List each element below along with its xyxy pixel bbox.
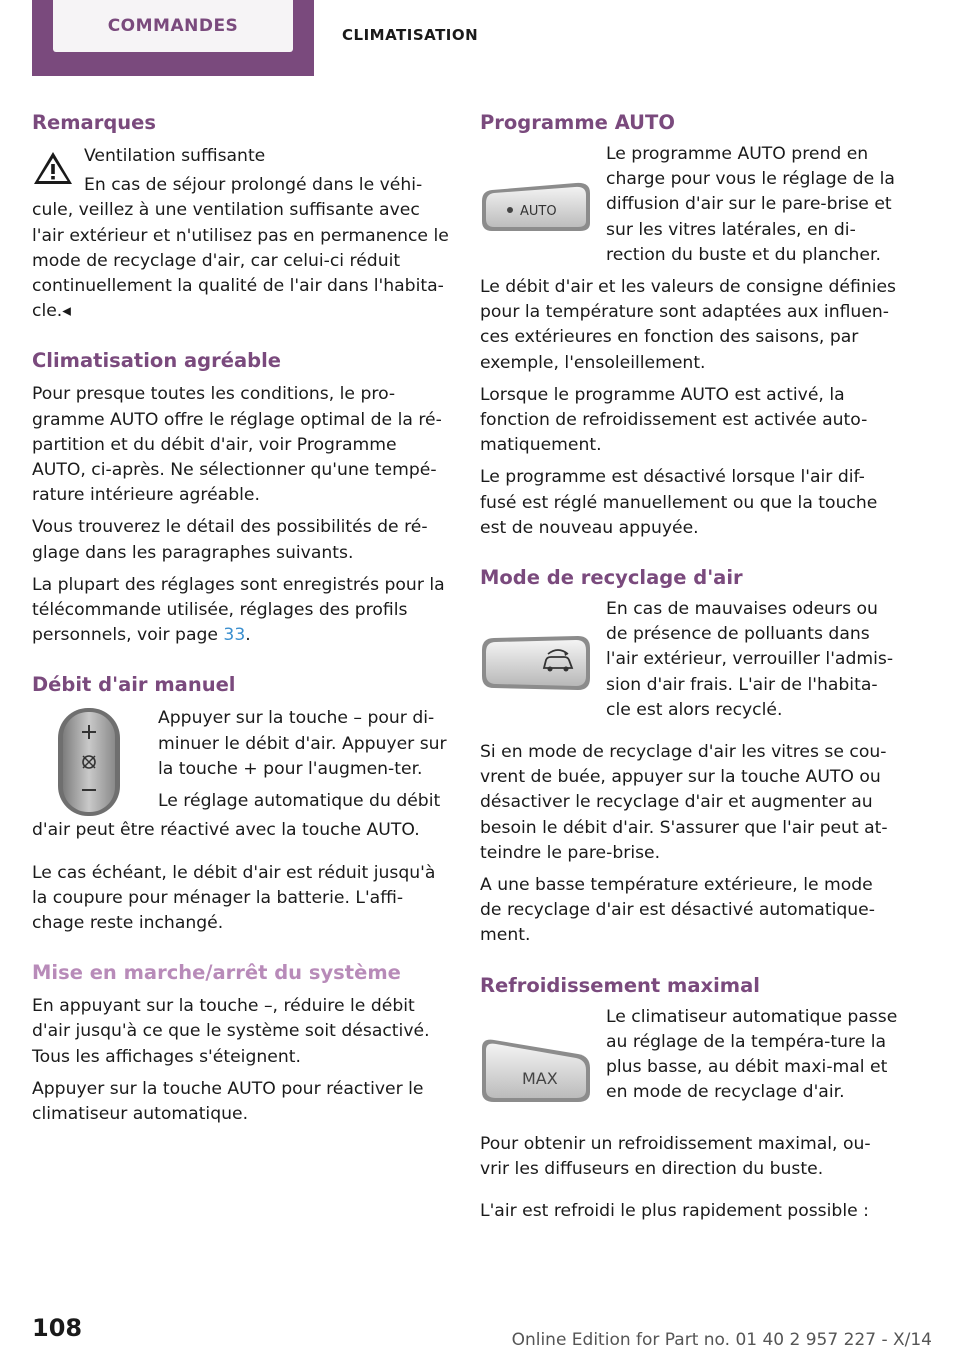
- agreable-paragraph-3: [32, 573, 450, 649]
- agreable-paragraph-1: Pour presque toutes les conditions, le pro-gramme AUTO offre le réglage optimal de la ré-partition et du débit d'air, voir Programme AUTO, ci-après. Ne sélectionner qu'une tempé-rature intérieure agréable.: [32, 384, 442, 506]
- heading-programme-auto: Programme AUTO: [480, 111, 675, 134]
- max-button-figure: [480, 1007, 606, 1132]
- auto-figure-text: [606, 144, 898, 275]
- right-column: [480, 110, 898, 1231]
- debit-figure-text: [158, 706, 450, 818]
- auto-paragraph-2: Le débit d'air et les valeurs de consigne définies pour la température sont adaptées aux influen-ces extérieures en fonction des saisons, par exemple, l'ensoleillement.: [480, 277, 897, 373]
- max-figure-text: [606, 1007, 898, 1132]
- warning-icon: [32, 150, 74, 186]
- debit-figure-row: [32, 706, 450, 818]
- recyclage-figure-row: [480, 599, 898, 730]
- debit-paragraph-1: Appuyer sur la touche – pour di-minuer le débit d'air. Appuyer sur la touche + pour l'augmen-ter.: [158, 708, 447, 779]
- page-number: 108: [32, 1314, 83, 1342]
- tab-commandes[interactable]: [53, 0, 293, 52]
- left-column: [32, 110, 450, 1134]
- heading-marche-arret: Mise en marche/arrêt du système: [32, 961, 401, 985]
- auto-button-label: AUTO: [520, 203, 557, 219]
- section-climatisation-agreable: [32, 348, 450, 648]
- heading-remarques: Remarques: [32, 111, 157, 134]
- max-figure-row: [480, 1007, 898, 1132]
- auto-button-image: [480, 179, 592, 235]
- heading-debit-air: Débit d'air manuel: [32, 673, 236, 697]
- fan-control-button-image: [54, 706, 124, 818]
- edition-footer: Online Edition for Part no. 01 40 2 957 227 - X/14: [511, 1330, 932, 1350]
- auto-paragraph-3: Lorsque le programme AUTO est activé, la fonction de refroidissement est activée auto-matiquement.: [480, 384, 868, 456]
- warning-title: Ventilation suffisante: [84, 146, 266, 166]
- warning-block: [32, 144, 450, 198]
- fan-control-figure: [32, 706, 158, 818]
- max-paragraph-3: L'air est refroidi le plus rapidement possible :: [480, 1201, 869, 1222]
- heading-climatisation-agreable: Climatisation agréable: [32, 349, 281, 373]
- auto-figure-row: [480, 144, 898, 275]
- debit-paragraph-3: Le cas échéant, le débit d'air est réduit jusqu'à la coupure pour ménager la batterie. L'affi-chage reste inchangé.: [32, 862, 436, 934]
- debit-paragraph-2a: Le réglage automatique du débit: [158, 791, 441, 812]
- agreable-p3-text: La plupart des réglages sont enregistrés pour la télécommande utilisée, réglages des profils personnels, voir page: [32, 574, 445, 646]
- recyclage-paragraph-2: Si en mode de recyclage d'air les vitres se cou-vrent de buée, appuyer sur la touche AUTO ou désactiver le recyclage d'air et augmenter au besoin le débit d'air. S'assurer que l'air peut at-teindre le pare-brise.: [480, 742, 888, 863]
- max-paragraph-1: Le climatiseur automatique passe au réglage de la tempéra-ture la plus basse, au débit maxi-mal et en mode de recyclage d'air.: [606, 1006, 898, 1103]
- warning-text-line1: En cas de séjour prolongé dans le véhi-: [84, 175, 423, 196]
- section-refroidissement: [480, 973, 898, 1225]
- debit-paragraph-2b: d'air peut être réactivé avec la touche AUTO.: [32, 820, 420, 841]
- max-paragraph-2: Pour obtenir un refroidissement maximal, ou-vrir les diffuseurs en direction du buste.: [480, 1133, 871, 1179]
- recyclage-paragraph-3: A une basse température extérieure, le mode de recyclage d'air est désactivé automatique-ment.: [480, 875, 875, 946]
- marche-paragraph-1: En appuyant sur la touche –, réduire le débit d'air jusqu'à ce que le système soit désactivé. Tous les affichages s'éteignent.: [32, 996, 430, 1067]
- recyclage-figure-text: [606, 599, 898, 730]
- section-label: CLIMATISATION: [342, 26, 479, 44]
- section-recyclage: [480, 565, 898, 949]
- auto-paragraph-1: Le programme AUTO prend en charge pour vous le réglage de la diffusion d'air sur le pare-brise et sur les vitres latérales, en di-rection du buste et du plancher.: [606, 144, 895, 265]
- page-link-33[interactable]: 33: [223, 625, 246, 646]
- tab-label: COMMANDES: [107, 16, 239, 36]
- agreable-paragraph-2: Vous trouverez le détail des possibilités de ré-glage dans les paragraphes suivants.: [32, 517, 428, 563]
- heading-refroidissement: Refroidissement maximal: [480, 973, 760, 997]
- auto-paragraph-4: Le programme est désactivé lorsque l'air dif-fusé est réglé manuellement ou que la touche est de nouveau appuyée.: [480, 467, 878, 538]
- recyclage-paragraph-1: En cas de mauvaises odeurs ou de présence de polluants dans l'air extérieur, verrouiller l'admis-sion d'air frais. L'air de l'habita-cle est alors recyclé.: [606, 599, 894, 720]
- section-debit-air: [32, 672, 450, 936]
- warning-text: cule, veillez à une ventilation suffisante avec l'air extérieur et n'utilisez pas en permanence le mode de recyclage d'air, car celui-ci réduit continuellement la qualité de l'air dans l'habita-cle.◂: [32, 200, 449, 322]
- heading-recyclage: Mode de recyclage d'air: [480, 566, 743, 590]
- max-button-image: [480, 1032, 592, 1106]
- recirculation-button-image: [480, 630, 592, 694]
- max-button-label: MAX: [522, 1069, 558, 1089]
- recirculation-button-figure: [480, 599, 606, 724]
- auto-button-figure: [480, 144, 606, 269]
- marche-paragraph-2: Appuyer sur la touche AUTO pour réactiver le climatiseur automatique.: [32, 1078, 424, 1125]
- header-tab-bar: [32, 0, 314, 76]
- section-marche-arret: [32, 960, 450, 1127]
- agreable-p3-end: .: [245, 625, 251, 646]
